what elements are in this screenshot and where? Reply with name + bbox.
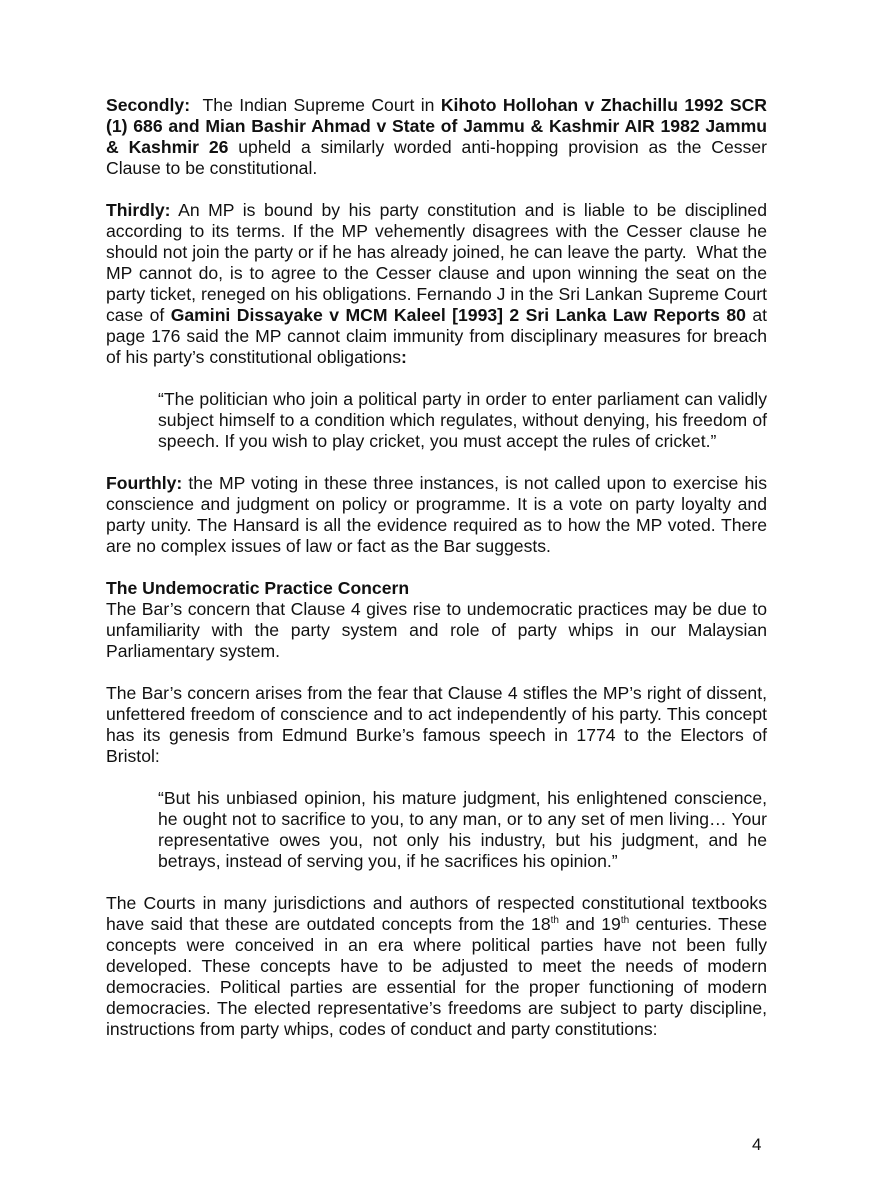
paragraph-text: upheld a similarly worded anti-hopping provision as the Cesser Clause to be constitutional. [106,137,767,178]
section-heading: The Undemocratic Practice Concern [106,578,410,598]
paragraph-text: and 19 [558,914,621,934]
case-citation: Gamini Dissayake v MCM Kaleel [1993] 2 Sri Lanka Law Reports 80 [170,305,746,325]
page-number: 4 [752,1135,762,1154]
ordinal-superscript: th [550,915,559,927]
paragraph-text: at page 176 said the MP cannot claim immunity from disciplinary measures for breach of his party’s constitutional obligations [106,305,767,367]
block-quote-cricket: “The politician who join a political party in order to enter parliament can validly subject himself to a condition which regulates, without denying, his freedom of speech. If you wish to play cricket, you must accept the rules of cricket.” [158,389,767,451]
paragraph-colon: : [401,347,407,367]
paragraph-thirdly [106,200,772,368]
paragraph-secondly [106,95,767,179]
paragraph-courts [106,893,767,1040]
paragraph-burke: The Bar’s concern arises from the fear that Clause 4 stifles the MP’s right of dissent, unfettered freedom of conscience and to act independently of his party. This concept has its genesis from Edmund Burke’s famous speech in 1774 to the Electors of Bristol: [106,683,767,766]
paragraph-text: An MP is bound by his party constitution and is liable to be disciplined according to its terms. If the MP vehemently disagrees with the Cesser clause he should not join the party or if he has already joined, he can leave the party. What the MP cannot do, is to agree to the Cesser clause and upon winning the seat on the party ticket, reneged on his obligations. Fernando J in the Sri Lankan Supreme Court case of [106,200,772,325]
ordinal-superscript: th [620,915,630,927]
paragraph-label: Secondly: [106,95,191,115]
paragraph-text: centuries. These concepts were conceived in an era where political parties have not been fully developed. These concepts have to be adjusted to meet the needs of modern democracies. Political parties are essential for the proper functioning of modern democracies. The elected representative’s freedoms are subject to party discipline, instructions from party whips, codes of conduct and party constitutions: [106,914,767,1039]
paragraph-text: the MP voting in these three instances, is not called upon to exercise his conscience and judgment on policy or programme. It is a vote on party loyalty and party unity. The Hansard is all the evidence required as to how the MP voted. There are no complex issues of law or fact as the Bar suggests. [106,473,767,556]
document-body [106,95,772,1040]
paragraph-text: The Indian Supreme Court in [190,95,441,115]
paragraph-concern: The Bar’s concern that Clause 4 gives rise to undemocratic practices may be due to unfamiliarity with the party system and role of party whips in our Malaysian Parliamentary system. [106,599,767,661]
case-citation: Kihoto Hollohan v Zhachillu 1992 SCR (1) 686 and Mian Bashir Ahmad v State of Jammu & Kashmir AIR 1982 Jammu & Kashmir 26 [106,95,767,157]
paragraph-text: The Courts in many jurisdictions and authors of respected constitutional textbooks have said that these are outdated concepts from the 18 [106,893,767,934]
paragraph-fourthly [106,473,767,557]
paragraph-label: Fourthly: [106,473,183,493]
paragraph-label: Thirdly: [106,200,171,220]
block-quote-burke: “But his unbiased opinion, his mature judgment, his enlightened conscience, he ought not to sacrifice to you, to any man, or to any set of men living… Your representative owes you, not only his industry, but his judgment, and he betrays, instead of serving you, if he sacrifices his opinion.” [158,788,767,871]
